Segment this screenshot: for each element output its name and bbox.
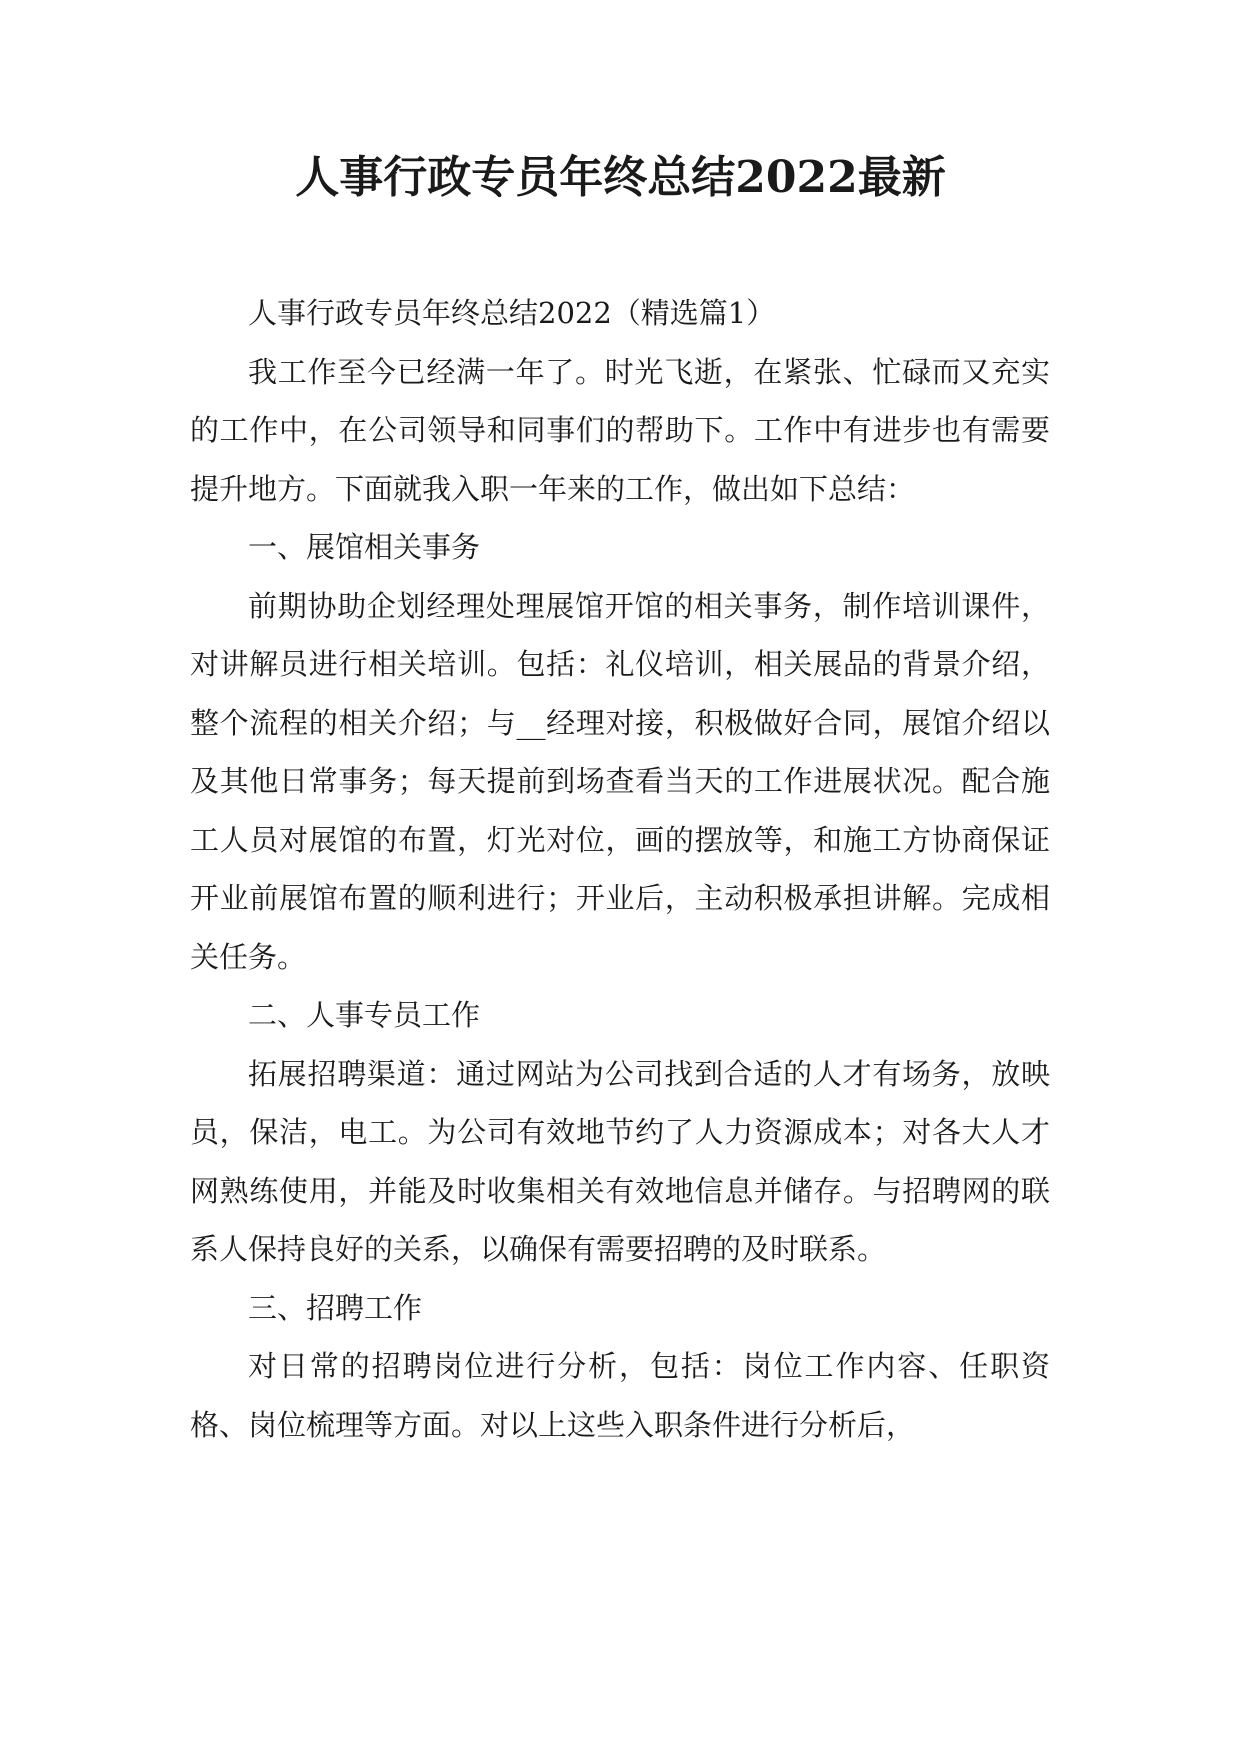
document-title: 人事行政专员年终总结2022最新 (295, 152, 946, 203)
section-3-paragraph: 对日常的招聘岗位进行分析，包括：岗位工作内容、任职资格、岗位梳理等方面。对以上这些入职条件进行分析后， (190, 1349, 1050, 1442)
section-heading-3: 三、招聘工作 (248, 1290, 423, 1325)
document-body (190, 284, 1050, 1454)
section-heading-1: 一、展馆相关事务 (248, 530, 481, 564)
subtitle-paragraph: 人事行政专员年终总结2022（精选篇1） (248, 296, 776, 330)
intro-paragraph: 我工作至今已经满一年了。时光飞逝，在紧张、忙碌而又充实的工作中，在公司领导和同事们的帮助下。工作中有进步也有需要提升地方。下面就我入职一年来的工作，做出如下总结： (190, 354, 1050, 506)
section-2-paragraph: 拓展招聘渠道：通过网站为公司找到合适的人才有场务，放映员，保洁，电工。为公司有效地节约了人力资源成本；对各大人才网熟练使用，并能及时收集相关有效地信息并储存。与招聘网的联系人保持良好的关系，以确保有需要招聘的及时联系。 (190, 1056, 1050, 1266)
section-heading-2: 二、人事专员工作 (248, 998, 481, 1032)
section-1-paragraph: 前期协助企划经理处理展馆开馆的相关事务，制作培训课件，对讲解员进行相关培训。包括：礼仪培训，相关展品的背景介绍，整个流程的相关介绍；与__经理对接，积极做好合同，展馆介绍以及其他日常事务；每天提前到场查看当天的工作进展状况。配合施工人员对展馆的布置，灯光对位，画的摆放等，和施工方协商保证开业前展馆布置的顺利进行；开业后，主动积极承担讲解。完成相关任务。 (190, 588, 1050, 974)
